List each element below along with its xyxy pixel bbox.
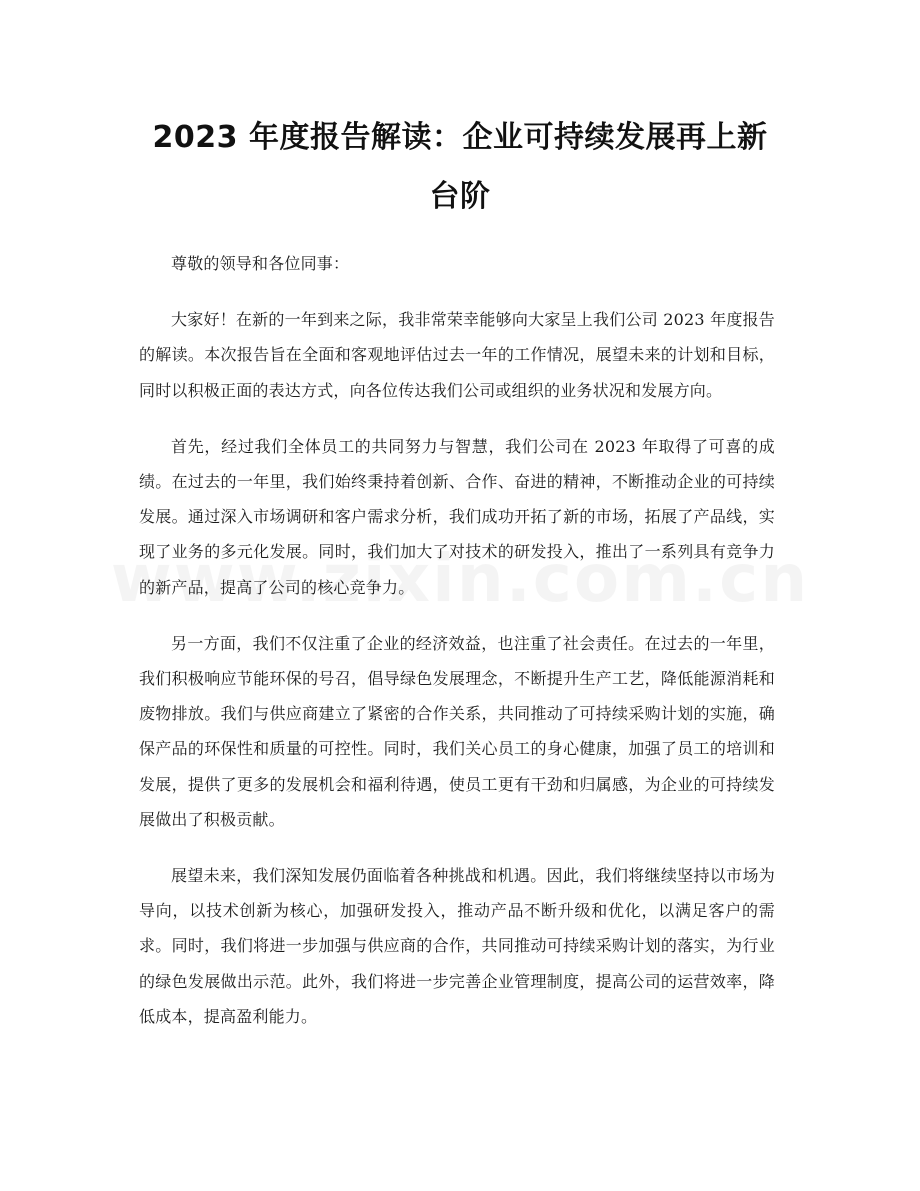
paragraph-intro: 大家好！在新的一年到来之际，我非常荣幸能够向大家呈上我们公司 2023 年度报告的解读。本次报告旨在全面和客观地评估过去一年的工作情况，展望未来的计划和目标，同时以积极正面的表达方式，向各位传达我们公司或组织的业务状况和发展方向。 bbox=[139, 310, 775, 400]
paragraph-social-responsibility: 另一方面，我们不仅注重了企业的经济效益，也注重了社会责任。在过去的一年里，我们积极响应节能环保的号召，倡导绿色发展理念，不断提升生产工艺，降低能源消耗和废物排放。我们与供应商建立了紧密的合作关系，共同推动了可持续采购计划的实施，确保产品的环保性和质量的可控性。同时，我们关心员工的身心健康，加强了员工的培训和发展，提供了更多的发展机会和福利待遇，使员工更有干劲和归属感，为企业的可持续发展做出了积极贡献。 bbox=[139, 633, 775, 829]
document-body bbox=[139, 246, 775, 1055]
document-title: 2023 年度报告解读：企业可持续发展再上新台阶 bbox=[152, 120, 768, 214]
salutation: 尊敬的领导和各位同事： bbox=[171, 254, 350, 273]
paragraph-achievements: 首先，经过我们全体员工的共同努力与智慧，我们公司在 2023 年取得了可喜的成绩。在过去的一年里，我们始终秉持着创新、合作、奋进的精神，不断推动企业的可持续发展。通过深入市场调研和客户需求分析，我们成功开拓了新的市场，拓展了产品线，实现了业务的多元化发展。同时，我们加大了对技术的研发投入，推出了一系列具有竞争力的新产品，提高了公司的核心竞争力。 bbox=[139, 436, 775, 597]
paragraph-outlook: 展望未来，我们深知发展仍面临着各种挑战和机遇。因此，我们将继续坚持以市场为导向，以技术创新为核心，加强研发投入，推动产品不断升级和优化，以满足客户的需求。同时，我们将进一步加强与供应商的合作，共同推动可持续采购计划的落实，为行业的绿色发展做出示范。此外，我们将进一步完善企业管理制度，提高公司的运营效率，降低成本，提高盈利能力。 bbox=[139, 866, 775, 1026]
